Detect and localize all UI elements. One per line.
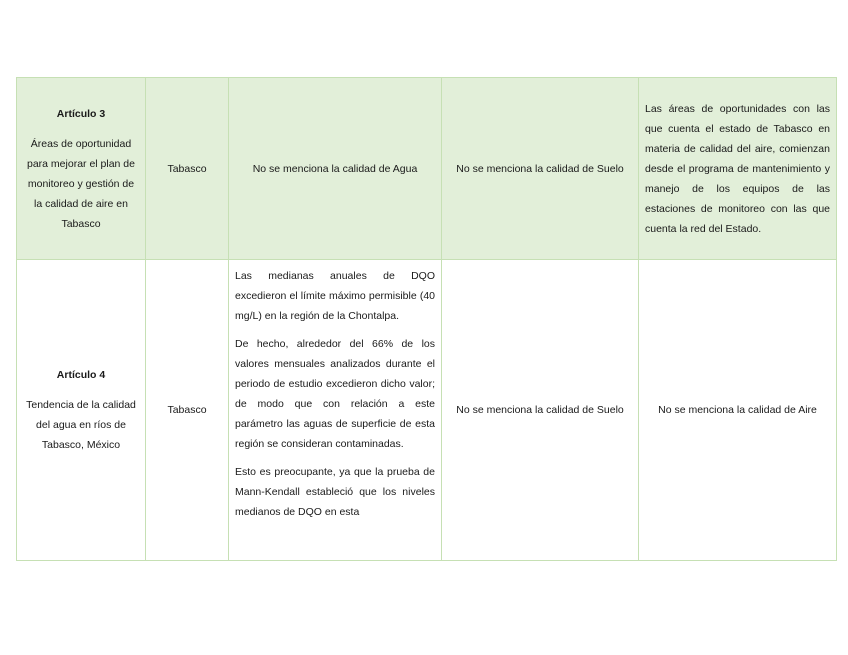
water-text: [235, 260, 435, 560]
table-row: [17, 260, 837, 561]
air-cell: No se menciona la calidad de Aire: [639, 260, 837, 561]
soil-cell: No se menciona la calidad de Suelo: [442, 78, 639, 260]
water-cell: [229, 260, 442, 561]
state-cell: Tabasco: [146, 260, 229, 561]
comparison-table: [16, 77, 837, 561]
article-cell: [17, 78, 146, 260]
water-paragraph: Esto es preocupante, ya que la prueba de Mann-Kendall estableció que los niveles medianos de DQO en esta: [235, 466, 435, 518]
water-paragraph: De hecho, alrededor del 66% de los valores mensuales analizados durante el periodo de estudio excedieron dicho valor; de modo que con relación a este parámetro las aguas de superficie de esta región se consideran contaminadas.: [235, 338, 435, 450]
water-cell: No se menciona la calidad de Agua: [229, 78, 442, 260]
article-title: Artículo 3: [56, 107, 106, 120]
soil-cell: No se menciona la calidad de Suelo: [442, 260, 639, 561]
water-paragraph: Las medianas anuales de DQO excedieron el límite máximo permisible (40 mg/L) en la región de la Chontalpa.: [235, 270, 435, 322]
article-description: Áreas de oportunidad para mejorar el plan de monitoreo y gestión de la calidad de aire en Tabasco: [27, 137, 135, 230]
article-cell: [17, 260, 146, 561]
air-cell: Las áreas de oportunidades con las que cuenta el estado de Tabasco en materia de calidad del aire, comienzan desde el programa de mantenimiento y manejo de los equipos de las estaciones de monitoreo con las que cuenta la red del Estado.: [639, 78, 837, 260]
article-title: Artículo 4: [56, 369, 106, 381]
state-cell: Tabasco: [146, 78, 229, 260]
article-description: Tendencia de la calidad del agua en ríos de Tabasco, México: [26, 399, 136, 451]
table-row: [17, 78, 837, 260]
